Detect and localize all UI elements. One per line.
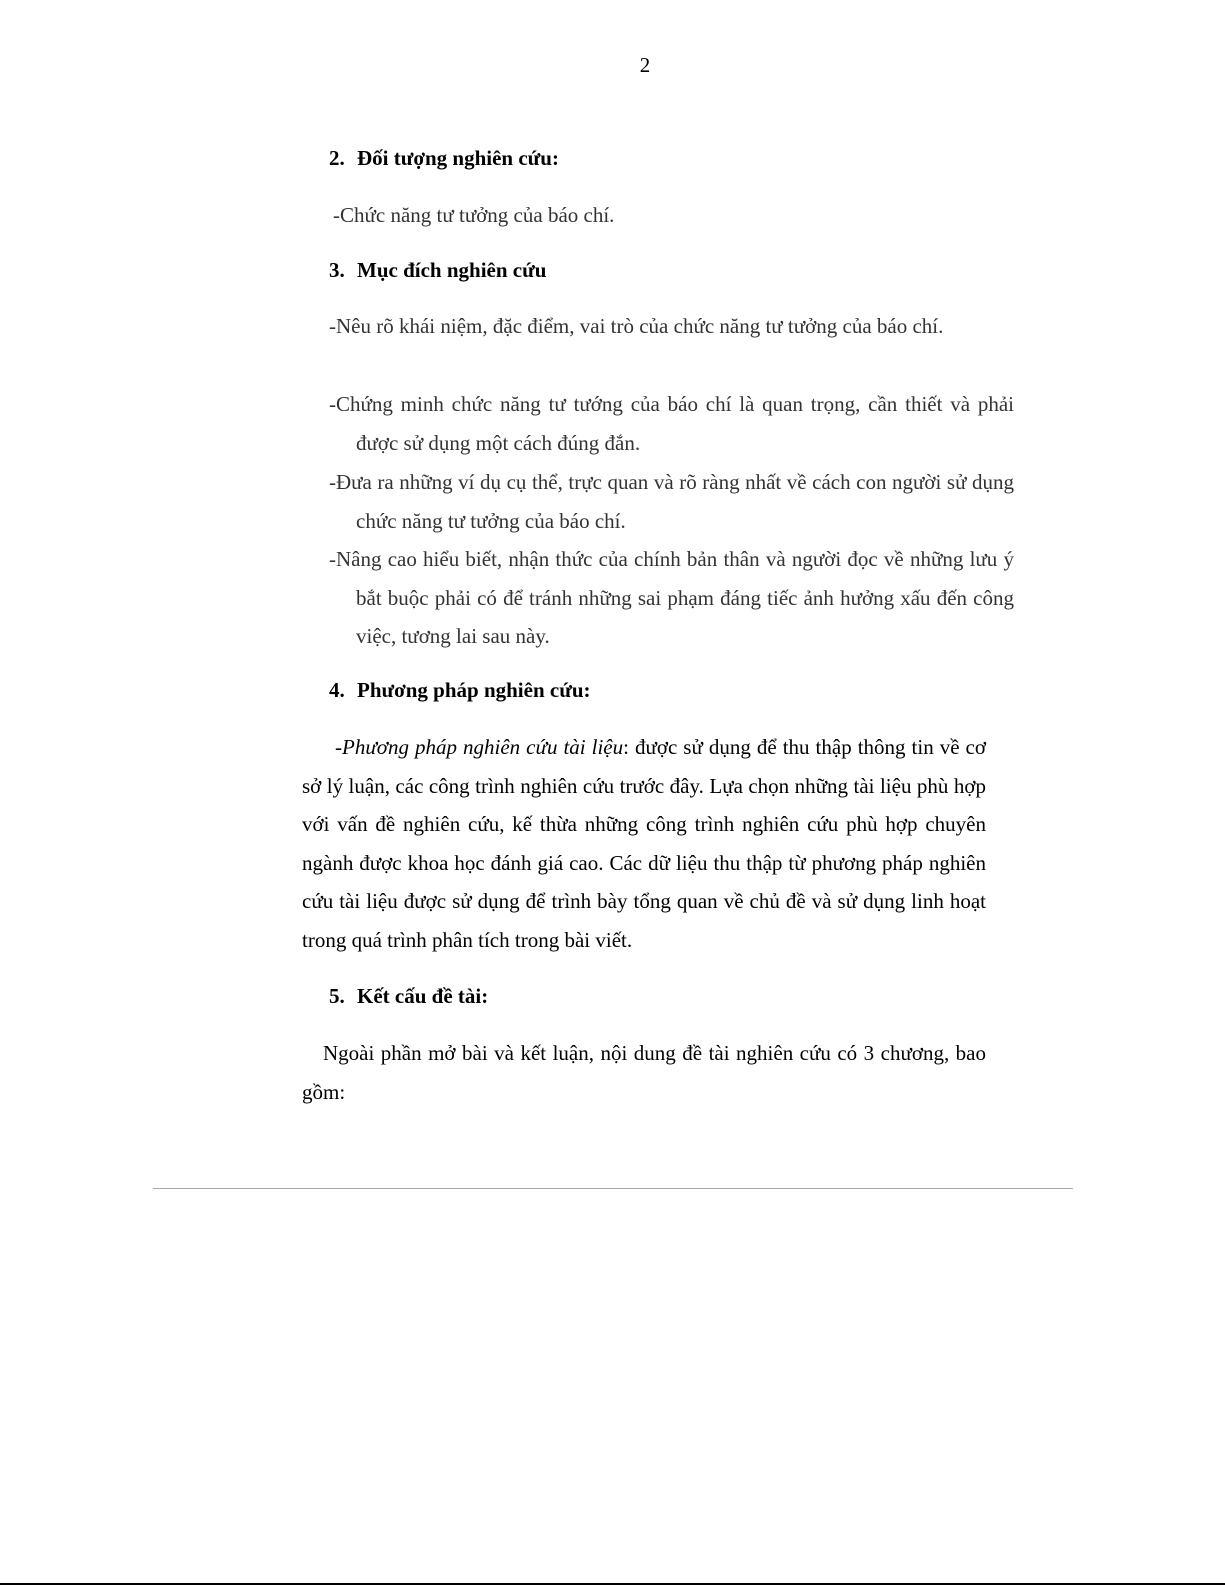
structure-paragraph: Ngoài phần mở bài và kết luận, nội dung đề tài nghiên cứu có 3 chương, bao gồm:: [302, 1041, 986, 1104]
research-method-paragraph: [302, 728, 986, 960]
heading-title: Phương pháp nghiên cứu:: [357, 678, 591, 702]
heading-title: Kết cấu đề tài:: [357, 984, 489, 1008]
research-object-text: -Chức năng tư tưởng của báo chí.: [333, 203, 615, 227]
purpose-item: -Đưa ra những ví dụ cụ thể, trực quan và rõ ràng nhất về cách con người sử dụng chức năng tư tưởng của báo chí.: [329, 470, 1014, 533]
heading-number: 4.: [329, 678, 345, 702]
heading-research-object: [329, 143, 559, 173]
heading-title: Đối tượng nghiên cứu:: [357, 146, 559, 170]
heading-number: 2.: [329, 146, 345, 170]
method-name: -Phương pháp nghiên cứu tài liệu: [335, 735, 624, 759]
heading-number: 3.: [329, 258, 345, 282]
purpose-item: -Nêu rõ khái niệm, đặc điểm, vai trò của chức năng tư tưởng của báo chí.: [329, 314, 944, 338]
heading-research-purpose: [329, 255, 546, 285]
heading-number: 5.: [329, 984, 345, 1008]
heading-research-method: [329, 675, 591, 705]
purpose-item: -Nâng cao hiểu biết, nhận thức của chính bản thân và người đọc về những lưu ý bắt buộc phải có để tránh những sai phạm đáng tiếc ảnh hưởng xấu đến công việc, tương lai sau này.: [329, 547, 1014, 648]
page-number: 2: [639, 53, 651, 77]
purpose-item: -Chứng minh chức năng tư tướng của báo chí là quan trọng, cần thiết và phải được sử dụng một cách đúng đắn.: [329, 392, 1014, 455]
method-description: : được sử dụng để thu thập thông tin về cơ sở lý luận, các công trình nghiên cứu trước đây. Lựa chọn những tài liệu phù hợp với vấn đề nghiên cứu, kế thừa những công trình nghiên cứu phù hợp chuyên ngành được khoa học đánh giá cao. Các dữ liệu thu thập từ phương pháp nghiên cứu tài liệu được sử dụng để trình bày tổng quan về chủ đề và sử dụng linh hoạt trong quá trình phân tích trong bài viết.: [302, 735, 986, 952]
heading-structure: [329, 981, 488, 1011]
page-separator: [153, 1188, 1073, 1189]
heading-title: Mục đích nghiên cứu: [357, 258, 547, 282]
